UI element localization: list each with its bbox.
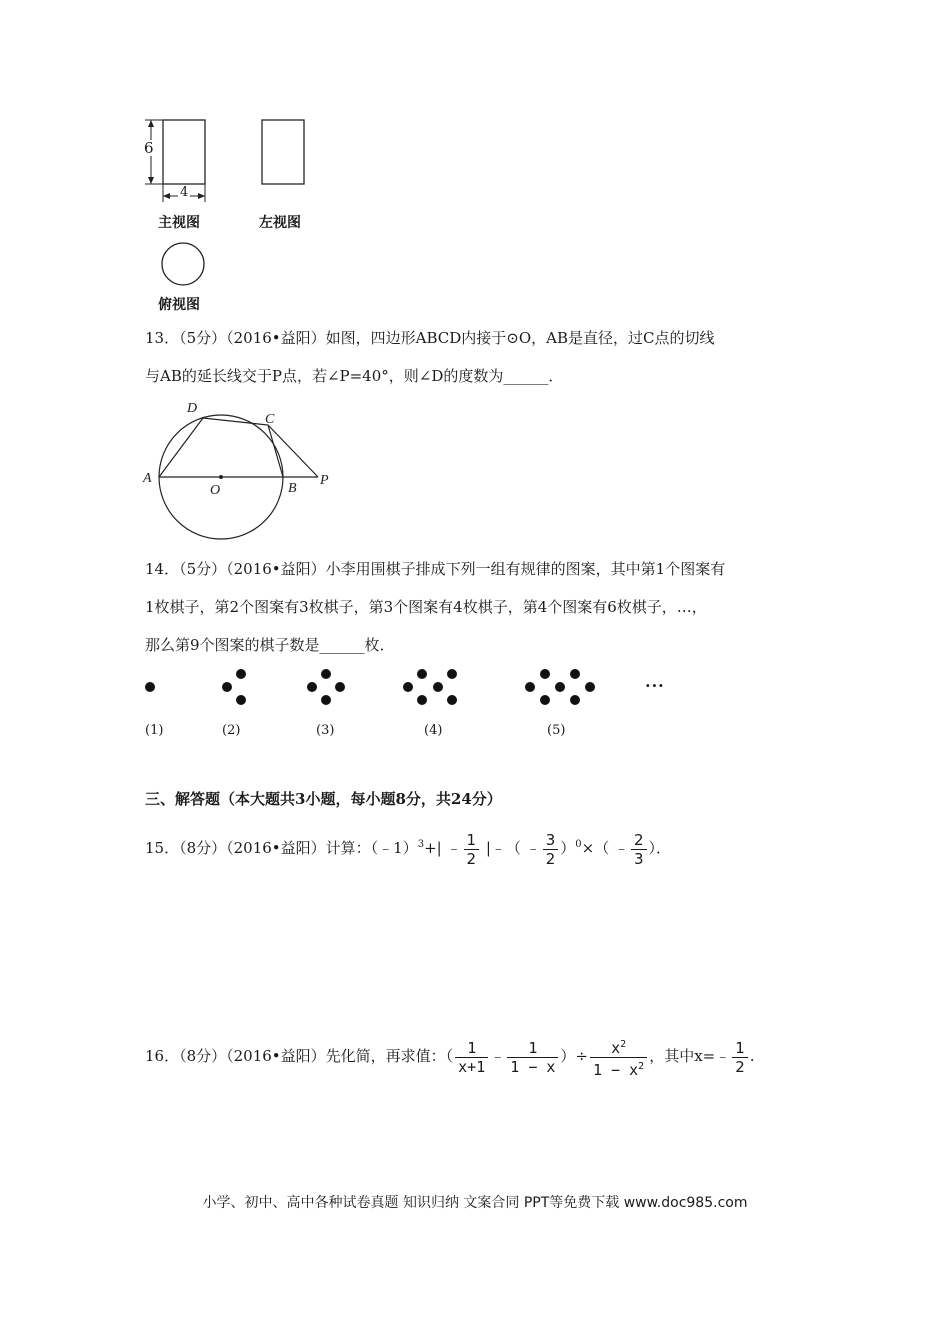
- stone: [540, 695, 550, 705]
- q16-f1-num: 1: [467, 1038, 477, 1057]
- q15-frac3-den: 3: [631, 849, 647, 868]
- q16-frac-1: [455, 1039, 488, 1076]
- q15-minus-3: ﹣: [613, 839, 629, 857]
- label-c: C: [265, 412, 275, 427]
- pattern-label-2: (2): [222, 723, 241, 738]
- q15-frac3-num: 2: [634, 830, 644, 849]
- q15-frac-2: [543, 831, 559, 868]
- q16-f3-num-exp: 2: [620, 1038, 627, 1050]
- label-p: P: [320, 473, 329, 488]
- width-dimension-label: 4: [180, 185, 189, 200]
- q16-f3-den: 1 − x: [593, 1060, 639, 1079]
- stone: [555, 682, 565, 692]
- stone: [403, 682, 413, 692]
- q16-value-frac: [732, 1039, 748, 1076]
- q15-exp3: 3: [417, 839, 425, 850]
- q16-f2-den: 1 − x: [507, 1057, 558, 1076]
- q16-div: ）÷: [560, 1047, 588, 1065]
- q14-line-2: 1枚棋子，第2个图案有3枚棋子，第3个图案有4枚棋子，第4个图案有6枚棋子，…，: [145, 598, 707, 616]
- q16-frac-3: [590, 1036, 647, 1079]
- stone: [570, 669, 580, 679]
- stone: [447, 669, 457, 679]
- q16-f3-num: x: [611, 1038, 621, 1057]
- q16-f3-den-exp: 2: [638, 1060, 645, 1072]
- q15-exp0: 0: [575, 839, 582, 850]
- q16-val-den: 2: [732, 1057, 748, 1076]
- q16-where: ，其中x=﹣: [649, 1047, 731, 1065]
- q16-period: .: [749, 1047, 755, 1065]
- q15-abs-close: |﹣（: [485, 839, 521, 857]
- stone: [433, 682, 443, 692]
- q15-frac-1: [464, 831, 480, 868]
- q15-minus-2: ﹣: [525, 839, 541, 857]
- label-o: O: [210, 483, 221, 498]
- stone: [417, 669, 427, 679]
- center-point: [219, 475, 223, 479]
- q16-f1-den: x+1: [455, 1057, 488, 1076]
- q16-val-num: 1: [735, 1038, 745, 1057]
- q14-line-1: 14．（5分）（2016•益阳）小李用围棋子排成下列一组有规律的图案，其中第1个图案有: [145, 560, 726, 578]
- top-view-label: 俯视图: [158, 297, 200, 313]
- stone: [236, 669, 246, 679]
- stone: [145, 682, 155, 692]
- stone: [447, 695, 457, 705]
- stone: [540, 669, 550, 679]
- pattern-label-1: (1): [145, 723, 164, 738]
- q16-f2-num: 1: [528, 1038, 538, 1057]
- q15-end: ）．: [648, 839, 672, 857]
- section-3-title: 三、解答题（本大题共3小题，每小题8分，共24分）: [145, 790, 502, 808]
- q15-prefix: 15．（8分）（2016•益阳）计算：（﹣1）: [145, 839, 418, 857]
- main-view-rect: [163, 120, 205, 184]
- q15-frac2-den: 2: [543, 849, 559, 868]
- left-view-rect: [262, 120, 304, 184]
- stone: [417, 695, 427, 705]
- label-b: B: [288, 481, 297, 496]
- q15-frac1-den: 2: [464, 849, 480, 868]
- q13-line-2: 与AB的延长线交于P点，若∠P=40°，则∠D的度数为______．: [145, 367, 564, 385]
- q14-line-3: 那么第9个图案的棋子数是______枚．: [145, 636, 395, 654]
- pattern-label-5: (5): [547, 723, 566, 738]
- stone: [570, 695, 580, 705]
- q16-minus: ﹣: [490, 1047, 506, 1065]
- label-a: A: [143, 471, 152, 486]
- q15-line: 15．（8分）（2016•益阳）计算：（﹣1）$^3$+| ﹣ $\frac{1}{2}$ |﹣（ ﹣ $\frac{3}{2}$ ）$^0$×（ ﹣ $\frac{2}{3}$ ）．: [145, 830, 672, 868]
- height-dimension-label: 6: [144, 139, 154, 157]
- q15-times: ×（: [581, 839, 610, 857]
- left-view-label: 左视图: [259, 215, 301, 231]
- q16-line: [145, 1034, 755, 1079]
- stone: [585, 682, 595, 692]
- pattern-label-4: (4): [424, 723, 443, 738]
- q13-line-1: 13．（5分）（2016•益阳）如图，四边形ABCD内接于⊙O，AB是直径，过C点的切线: [145, 329, 715, 347]
- go-stone-patterns: [140, 665, 680, 715]
- q15-frac2-num: 3: [545, 830, 556, 849]
- q16-prefix: 16．（8分）（2016•益阳）先化简，再求值：（: [145, 1047, 454, 1065]
- page-footer: 小学、初中、高中各种试卷真题 知识归纳 文案合同 PPT等免费下载 www.doc985.com: [202, 1195, 748, 1211]
- stone: [236, 695, 246, 705]
- circle-geometry-figure: [140, 395, 340, 545]
- q15-frac-3: [631, 831, 647, 868]
- q16-frac-2: [507, 1039, 558, 1076]
- stone: [321, 669, 331, 679]
- main-view-label: 主视图: [158, 215, 200, 231]
- pattern-ellipsis: ···: [645, 676, 665, 695]
- q15-frac1-num: 1: [466, 830, 477, 849]
- q15-abs-open: +|: [424, 839, 442, 857]
- stone: [335, 682, 345, 692]
- stone: [222, 682, 232, 692]
- label-d: D: [187, 401, 198, 416]
- top-view-circle: [162, 243, 204, 285]
- stone: [525, 682, 535, 692]
- stone: [307, 682, 317, 692]
- pattern-label-3: (3): [316, 723, 335, 738]
- stone: [321, 695, 331, 705]
- q15-minus-1: ﹣: [446, 839, 462, 857]
